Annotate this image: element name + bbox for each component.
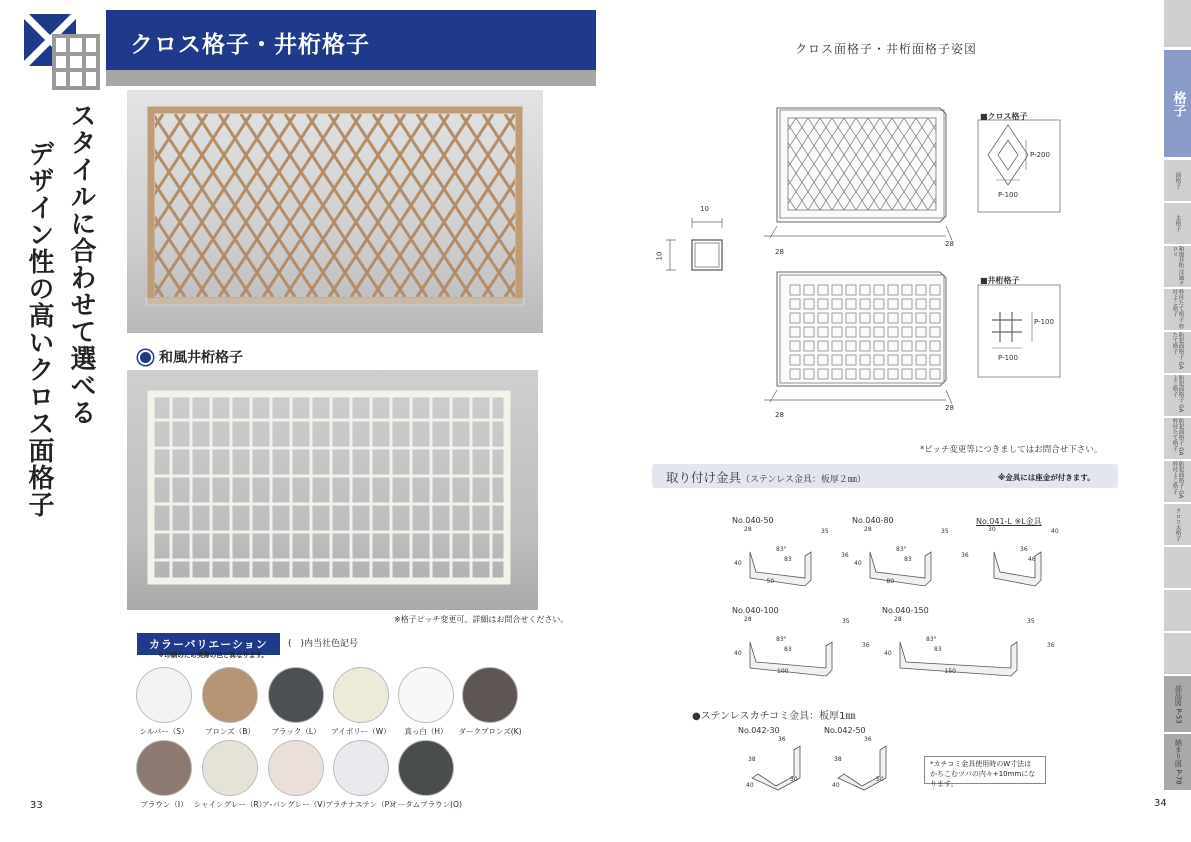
side-tab-label: 納まり図 P-78 — [1174, 739, 1183, 785]
bracket-dimension: 40 — [884, 650, 892, 657]
bracket-dimension: 28 — [744, 616, 752, 623]
bracket-dimension: 35 — [842, 618, 850, 625]
bracket-drawing — [856, 530, 975, 600]
circle-bullet-icon — [138, 350, 153, 365]
bracket-dimension: 83 — [784, 556, 792, 563]
color-swatch-label: 真っ白（H） — [404, 727, 448, 736]
bracket-part-label: No.040-100 — [732, 606, 779, 615]
bracket-dimension: 46 — [1028, 556, 1036, 563]
section-height-label: 10 — [655, 251, 664, 261]
side-tab[interactable] — [1164, 633, 1191, 675]
bracket-dimension: 36 — [841, 552, 849, 559]
side-tab[interactable] — [1164, 50, 1191, 158]
stainless-dimension: 30 — [790, 776, 798, 783]
side-tab-label: 格子 — [1170, 90, 1186, 117]
side-tab[interactable] — [1164, 418, 1191, 460]
stainless-part-label: No.042-50 — [824, 726, 866, 735]
color-variation-label: カラーバリエーション — [137, 633, 280, 655]
igeta-subheading — [138, 347, 243, 367]
section-width-label: 10 — [700, 205, 709, 213]
page-number-right: 34 — [1154, 798, 1167, 809]
bracket-part-label: No.040-50 — [732, 516, 774, 525]
stainless-dimension: 36 — [864, 736, 872, 743]
dim-28-c: 28 — [775, 411, 784, 419]
page-title: クロス格子・井桁格子 — [130, 32, 370, 58]
color-swatch — [136, 740, 192, 796]
bracket-dimension: 150 — [944, 668, 956, 675]
bracket-dimension: 36 — [961, 552, 969, 559]
side-tab[interactable] — [1164, 0, 1191, 48]
bracket-dimension: 83 — [934, 646, 942, 653]
elevation-diagrams — [640, 100, 1160, 430]
side-tab[interactable] — [1164, 461, 1191, 503]
color-swatch — [268, 740, 324, 796]
color-swatch-label: ダークブロンズ(K) — [458, 727, 522, 736]
color-swatch-label: アイボリー（W） — [331, 727, 391, 736]
igeta-pitch-v: P-100 — [1034, 318, 1054, 326]
stainless-dimension: 50 — [876, 776, 884, 783]
dim-28-b: 28 — [945, 240, 954, 248]
bracket-dimension: 50 — [766, 578, 775, 585]
color-swatch-label: ブロンズ（B） — [205, 727, 255, 736]
color-code-key: ( )内当社色記号 — [288, 639, 359, 649]
color-swatch — [202, 667, 258, 723]
side-tab[interactable] — [1164, 590, 1191, 632]
bracket-dimension: 83 — [784, 646, 792, 653]
bracket-dimension: 83° — [776, 546, 787, 553]
katakomi-note — [924, 756, 1046, 788]
side-tab[interactable] — [1164, 203, 1191, 245]
side-tab[interactable] — [1164, 504, 1191, 546]
side-tab[interactable] — [1164, 375, 1191, 417]
side-tab-label: 枠付たて格子 枠付よこ格子 — [1171, 289, 1184, 330]
side-tab-label: 太格子 — [1174, 215, 1181, 232]
side-tab-label: 部品図 P-53 — [1174, 684, 1183, 724]
bracket-drawing — [736, 620, 876, 690]
bracket-dimension: 83° — [926, 636, 937, 643]
side-tab[interactable] — [1164, 734, 1191, 791]
color-swatch — [462, 667, 518, 723]
stainless-dimension: 36 — [778, 736, 786, 743]
color-swatch — [202, 740, 258, 796]
katakomi-note-line2: かちこむツバの内々+10mmになります。 — [930, 769, 1036, 788]
side-tab-label: 和風井桁 洋風クロス — [1171, 246, 1184, 287]
bracket-dimension: 83 — [904, 556, 912, 563]
attach-title — [666, 468, 866, 486]
bracket-dimension: 40 — [1051, 528, 1059, 535]
bracket-dimension: 100 — [777, 668, 789, 675]
side-tab[interactable] — [1164, 160, 1191, 202]
bracket-dimension: 83° — [776, 636, 787, 643]
attach-note: ※金具には座金が付きます。 — [998, 473, 1095, 482]
bracket-dimension: 35 — [821, 528, 829, 535]
color-swatch — [333, 740, 389, 796]
cross-lattice-photo — [127, 90, 543, 333]
pitch-change-note: *ピッチ変更等につきましてはお問合せ下さい。 — [920, 445, 1103, 455]
stainless-dimension: 40 — [832, 782, 840, 789]
bracket-drawing — [886, 620, 1061, 690]
color-swatch-label: シルバー（S） — [139, 727, 189, 736]
side-tab-label: 防犯面格子 GA枠付よこ格子 — [1171, 461, 1184, 499]
header-underline — [106, 70, 596, 86]
bracket-part-label: No.040-150 — [882, 606, 929, 615]
bracket-dimension: 35 — [1027, 618, 1035, 625]
diagram-title: クロス面格子・井桁面格子姿図 — [795, 42, 978, 56]
katakomi-note-line1: *カチコミ金具使用時のW寸法は — [930, 760, 1032, 768]
side-index-tabs — [1164, 0, 1191, 842]
stainless-title: ●ステンレスカチコミ金具：板厚1㎜ — [692, 711, 856, 722]
bracket-part-label: No.041-L ※L金具 — [976, 517, 1042, 526]
bracket-dimension: 28 — [894, 616, 902, 623]
bracket-dimension: 80 — [886, 578, 895, 585]
side-tab[interactable] — [1164, 246, 1191, 288]
headline-line2: デザイン性の高いクロス面格子 — [24, 140, 54, 518]
bracket-dimension: 36 — [1020, 546, 1028, 553]
color-swatch — [398, 740, 454, 796]
bracket-dimension: 28 — [864, 526, 872, 533]
stainless-dimension: 38 — [834, 756, 842, 763]
side-tab-label: 防犯面格子 GAよこ格子 — [1171, 375, 1184, 413]
igeta-box-label: ■井桁格子 — [980, 276, 1020, 285]
side-tab[interactable] — [1164, 547, 1191, 589]
igeta-pitch-h: P-100 — [998, 354, 1018, 362]
cross-pitch-p200: P-200 — [1030, 151, 1050, 159]
side-tab-label: 防犯面格子 GA枠付たて格子 — [1171, 418, 1184, 456]
bracket-dimension: 40 — [854, 560, 862, 567]
side-tab[interactable] — [1164, 289, 1191, 331]
vertical-headline — [24, 102, 140, 602]
color-swatch-label: シャイングレー（R） — [193, 800, 267, 809]
stainless-dimension: 38 — [748, 756, 756, 763]
side-tab-label: クロス太格子 — [1174, 508, 1181, 541]
color-swatch-label: ア-バングレー（V） — [262, 800, 330, 809]
attach-subtitle: （ステンレス金具：板厚２㎜） — [741, 475, 866, 485]
igeta-lattice-photo — [127, 370, 538, 610]
color-swatch — [398, 667, 454, 723]
stainless-drawing — [738, 738, 818, 802]
stainless-dimension: 40 — [746, 782, 754, 789]
bracket-dimension: 36 — [862, 642, 870, 649]
page-number-left: 33 — [30, 800, 43, 811]
pitch-note: ※格子ピッチ変更可、詳細はお問合せください。 — [394, 615, 569, 624]
bracket-dimension: 36 — [1047, 642, 1055, 649]
brand-logo — [24, 14, 100, 90]
bracket-drawing — [736, 530, 855, 600]
headline-line1: スタイルに合わせて選べる — [66, 102, 96, 426]
bracket-dimension: 40 — [734, 560, 742, 567]
subheading-text: 和風井桁格子 — [159, 350, 243, 366]
side-tab-label: 防犯面格子 GAたて格子 — [1171, 332, 1184, 370]
bracket-dimension: 83° — [896, 546, 907, 553]
color-swatch-label: オータムブラウン(O) — [390, 800, 462, 809]
color-swatch — [136, 667, 192, 723]
color-swatch-label: プラチナステン（P） — [325, 800, 397, 809]
color-swatch-label: ブラウン（I） — [140, 800, 188, 809]
side-tab[interactable] — [1164, 332, 1191, 374]
dim-28-a: 28 — [775, 248, 784, 256]
cross-box-label: ■クロス格子 — [980, 112, 1028, 121]
dim-28-d: 28 — [945, 404, 954, 412]
print-color-note: ※印刷のため実際の色と異なります。 — [158, 651, 268, 659]
stainless-part-label: No.042-30 — [738, 726, 780, 735]
bracket-drawing — [980, 530, 1085, 600]
color-swatch — [333, 667, 389, 723]
bracket-part-label: No.040-80 — [852, 516, 894, 525]
bracket-dimension: 40 — [734, 650, 742, 657]
cross-pitch-p100: P-100 — [998, 191, 1018, 199]
color-swatch-label: ブラック（L） — [271, 727, 321, 736]
stainless-drawing — [824, 738, 904, 802]
bracket-dimension: 35 — [941, 528, 949, 535]
bracket-dimension: 30 — [988, 526, 996, 533]
color-swatch — [268, 667, 324, 723]
side-tab-label: 面格子 — [1174, 172, 1181, 189]
side-tab[interactable] — [1164, 676, 1191, 733]
bracket-dimension: 28 — [744, 526, 752, 533]
attach-title-text: 取り付け金具 — [666, 470, 742, 485]
